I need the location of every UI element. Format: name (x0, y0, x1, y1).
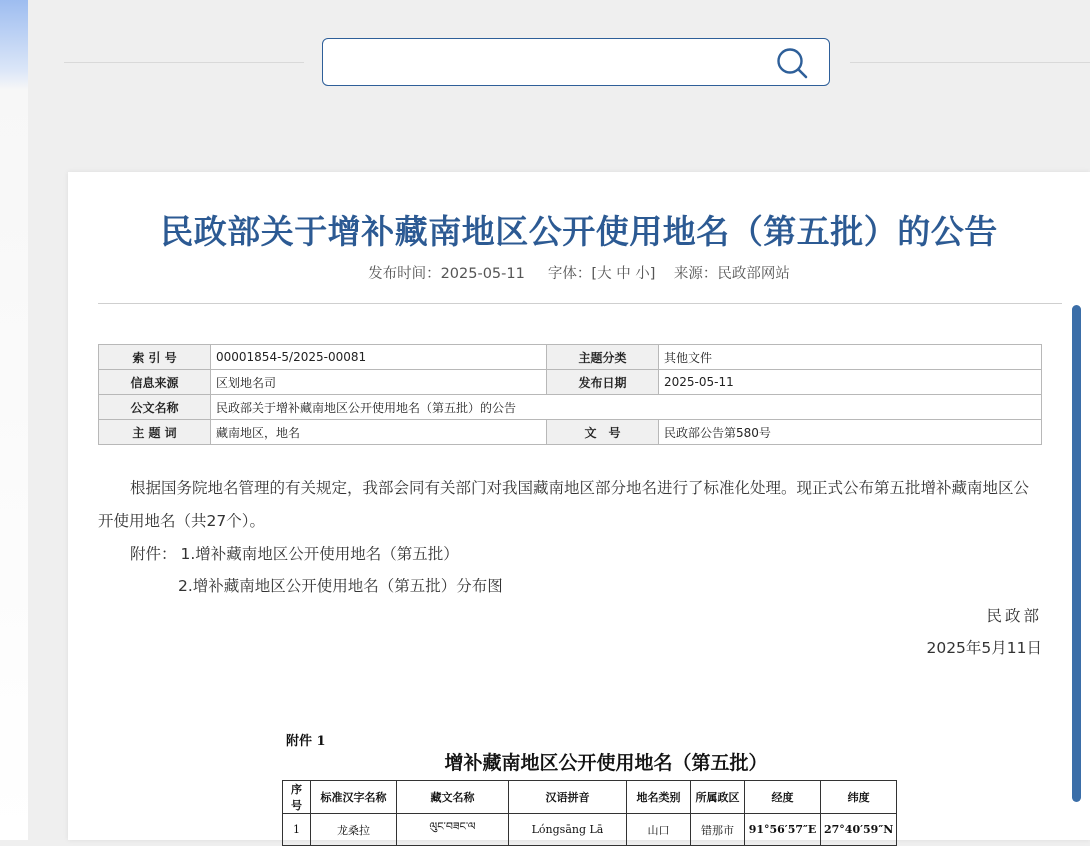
index-value: 00001854-5/2025-00081 (211, 345, 547, 370)
header-cell: 地名类别 (627, 781, 691, 814)
header-divider-left (64, 62, 304, 63)
table-cell: Lóngsāng Lā (509, 814, 627, 846)
keywords-label: 主 题 词 (99, 420, 211, 445)
doc-number-value: 民政部公告第580号 (659, 420, 1042, 445)
header-cell: 汉语拼音 (509, 781, 627, 814)
doc-name-label: 公文名称 (99, 395, 211, 420)
doc-number-label: 文 号 (547, 420, 659, 445)
info-date-value: 2025-05-11 (659, 370, 1042, 395)
keywords-value: 藏南地区，地名 (211, 420, 547, 445)
header-cell: 所属政区 (691, 781, 745, 814)
header-cell: 经度 (745, 781, 821, 814)
place-names-table (282, 780, 897, 846)
article-title: 民政部关于增补藏南地区公开使用地名（第五批）的公告 (160, 212, 998, 251)
table-cell: ལུང་བཟང་ལ (397, 814, 509, 846)
attachment-image (278, 720, 898, 840)
attachment-line-1 (130, 538, 459, 571)
announcement-body: 根据国务院地名管理的有关规定，我部会同有关部门对我国藏南地区部分地名进行了标准化处理。现正式公布第五批增补藏南地区公开使用地名（共27个）。 (98, 479, 1030, 530)
table-header-row (283, 781, 897, 814)
info-row (99, 420, 1042, 445)
publish-date: 2025-05-11 (440, 266, 525, 282)
info-row (99, 345, 1042, 370)
info-source-label: 信息来源 (99, 370, 211, 395)
font-size-label: 字体： (547, 266, 592, 282)
header-cell: 藏文名称 (397, 781, 509, 814)
header-cell: 纬度 (821, 781, 897, 814)
info-source-value: 区划地名司 (211, 370, 547, 395)
info-date-label: 发布日期 (547, 370, 659, 395)
table-cell: 山口 (627, 814, 691, 846)
index-label: 索 引 号 (99, 345, 211, 370)
header-cell: 标准汉字名称 (311, 781, 397, 814)
search-icon[interactable] (775, 46, 809, 80)
left-edge-strip (0, 0, 28, 840)
signature: 民政部 (986, 607, 1042, 625)
font-bracket-close: ] (649, 266, 656, 282)
header-divider-right (850, 62, 1090, 63)
publish-label: 发布时间： (368, 266, 441, 282)
attachment-doc-label: 附件 1 (286, 734, 326, 749)
attachment-doc-title: 增补藏南地区公开使用地名（第五批） (444, 752, 768, 774)
table-row (283, 814, 897, 846)
header-cell: 序号 (283, 781, 311, 814)
doc-name-value: 民政部关于增补藏南地区公开使用地名（第五批）的公告 (211, 395, 1042, 420)
title-divider (98, 303, 1062, 304)
category-label: 主题分类 (547, 345, 659, 370)
table-cell: 错那市 (691, 814, 745, 846)
font-size-medium[interactable]: 中 (616, 266, 631, 282)
table-cell: 91°56′57″E (745, 814, 821, 846)
scrollbar-thumb[interactable] (1072, 305, 1081, 802)
attachment-1: 1.增补藏南地区公开使用地名（第五批） (180, 545, 459, 563)
info-row (99, 370, 1042, 395)
document-info-table (98, 344, 1042, 445)
search-input[interactable] (337, 47, 761, 79)
font-size-small[interactable]: 小 (635, 266, 650, 282)
font-size-large[interactable]: 大 (597, 266, 612, 282)
table-cell: 27°40′59″N (821, 814, 897, 846)
article-meta (68, 262, 1090, 283)
category-value: 其他文件 (659, 345, 1042, 370)
info-row (99, 395, 1042, 420)
article-card (68, 172, 1090, 840)
signature-date: 2025年5月11日 (926, 639, 1042, 657)
source-value: 民政部网站 (717, 266, 790, 282)
font-bracket-open: [ (591, 266, 598, 282)
source-label: 来源： (673, 266, 718, 282)
table-cell: 龙桑拉 (311, 814, 397, 846)
attachment-2: 2.增补藏南地区公开使用地名（第五批）分布图 (178, 577, 503, 595)
search-box[interactable] (322, 38, 830, 86)
attachments-label: 附件： (130, 545, 177, 563)
table-cell: 1 (283, 814, 311, 846)
